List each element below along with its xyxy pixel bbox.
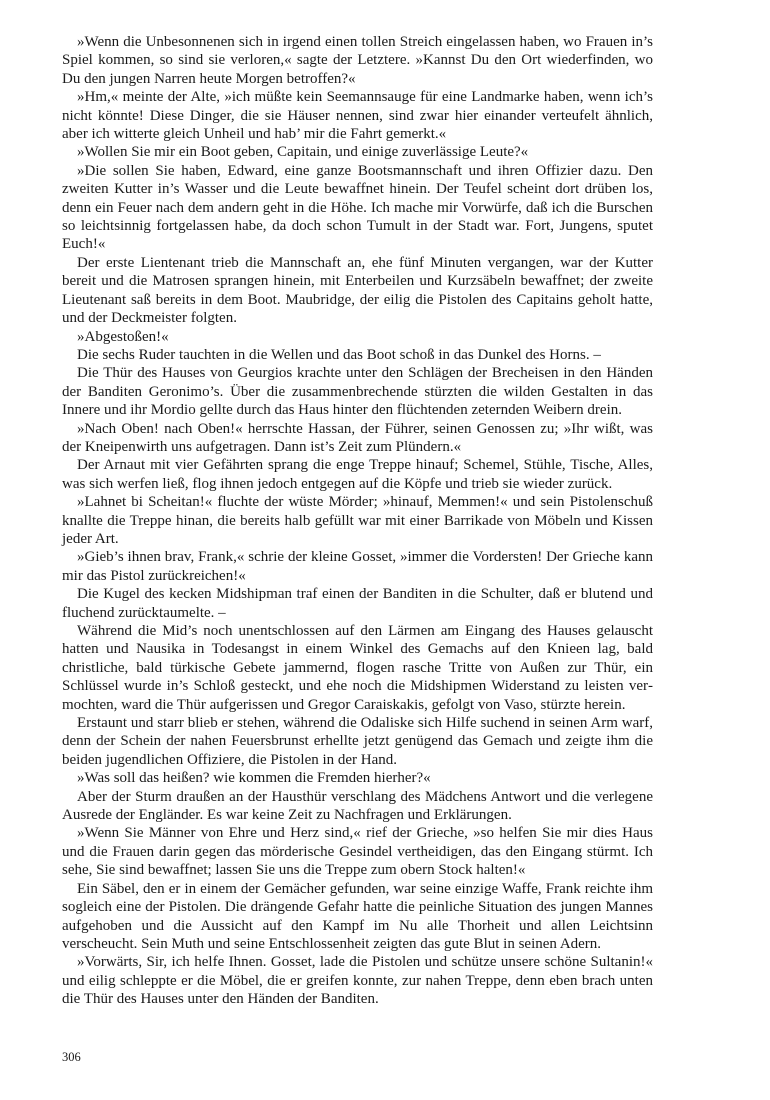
paragraph: »Wenn die Unbesonnenen sich in irgend einen tollen Streich eingelassen haben, wo Frauen in’s Spiel kommen, so sind sie verloren,« sagte der Letztere. »Kannst Du den Ort wiederfinden, wo Du den jungen Narren heute Morgen betroffen?« [62, 34, 653, 87]
paragraph: Der erste Lientenant trieb die Mannschaft an, ehe fünf Minuten vergangen, war der Kutter bereit und die Matrosen sprangen hinein, mit Enterbeilen und Kurzsäbeln bewaffnet; der zweite Lieutenant saß bereits in dem Boot. Maubridge, der eilig die Pistolen des Capitains geholt hatte, und der Deckmeister folgten. [62, 254, 653, 327]
paragraph: Der Arnaut mit vier Gefährten sprang die enge Treppe hinauf; Schemel, Stühle, Tische, Alles, was sich werfen ließ, flog ihnen jedoch entgegen auf die Köpfe und trieb sie wieder zurück. [62, 457, 653, 492]
paragraph: »Vorwärts, Sir, ich helfe Ihnen. Gosset, lade die Pistolen und schütze unsere schöne Sultanin!« und eilig schleppte er die Möbel, die er greifen konnte, zur nahen Treppe, denn eben brach unten die Thür des Hauses unter den Händen der Banditen. [62, 954, 653, 1008]
text-block [62, 33, 653, 1009]
paragraph: »Nach Oben! nach Oben!« herrschte Hassan, der Führer, seinen Genossen zu; »Ihr wißt, was der Kneipenwirth uns aufgetragen. Dann ist’s Zeit zum Plündern.« [62, 420, 653, 455]
paragraph: »Wenn Sie Männer von Ehre und Herz sind,« rief der Grieche, »so helfen Sie mir dies Haus und die Frauen darin gegen das mörderische Gesindel vertheidigen, das den Eingang stürmt. Ich sehe, Sie sind bewaffnet; lassen Sie uns die Treppe zum obern Stock halten!« [62, 825, 653, 879]
paragraph: Aber der Sturm draußen an der Hausthür verschlang des Mädchens Antwort und die verlegene Ausrede der Engländer. Es war keine Zeit zu Nachfragen und Erklärungen. [62, 788, 653, 824]
paragraph: »Hm,« meinte der Alte, »ich müßte kein Seemannsauge für eine Landmarke haben, wenn ich’s nicht könnte! Diese Dinger, die sie Häuser nennen, sind zwar hier einander verteufelt ähnlich, aber ich witterte gleich Unheil und hab’ mir die Fahrt gemerkt.« [62, 89, 653, 143]
paragraph: Die Kugel des kecken Midshipman traf einen der Banditen in die Schulter, daß er blutend und fluchend zurücktaumelte. – [62, 586, 653, 621]
paragraph: »Abgestoßen!« [77, 328, 169, 345]
paragraph: Die Thür des Hauses von Geurgios krachte unter den Schlägen der Brecheisen in den Händen der Banditen Geronimo’s. Über die zusammenbrechende stürzten die wilden Gestalten in das Innere und ihr Mordio gellte durch das Haus hinter den flüchtenden zeternden Weibern drein. [62, 365, 653, 419]
paragraph: »Gieb’s ihnen brav, Frank,« schrie der kleine Gosset, »immer die Vordersten! Der Grieche kann mir das Pistol zurückreichen!« [62, 549, 653, 584]
paragraph: Während die Mid’s noch unentschlossen auf den Lärmen am Eingang des Hauses gelauscht hatten und Nausika in Todesangst in einem Winkel des Gemachs auf den Knieen lag, bald christliche, bald türkische Gebete jammernd, flogen rasche Tritte von Außen zur Thür, ein Schlüssel wurde in’s Schloß gesteckt, und ehe noch die Midshipmen Widerstand zu leisten vermochten, ward die Thür aufgerissen und Gregor Caraiskakis, gefolgt von Vaso, stürzte herein. [62, 623, 653, 713]
paragraph: »Die sollen Sie haben, Edward, eine ganze Bootsmannschaft und ihren Offizier dazu. Den zweiten Kutter in’s Wasser und die Leute bewaffnet hinein. Der Teufel scheint dort drüben los, denn ein Feuer nach dem andern geht in die Höhe. Ich mache mir Vorwürfe, daß ich die Burschen so leichtsinnig fortgelassen habe, da doch schon Tumult in der Stadt war. Fort, Jungens, sputet Euch!« [62, 162, 653, 253]
paragraph: »Wollen Sie mir ein Boot geben, Capitain, und einige zuverlässige Leute?« [77, 144, 529, 161]
paragraph: »Was soll das heißen? wie kommen die Fremden hierher?« [77, 770, 431, 787]
paragraph: Ein Säbel, den er in einem der Gemächer gefunden, war seine einzige Waffe, Frank reichte ihm sogleich eine der Pistolen. Die drängende Gefahr hatte die peinliche Situation des jungen Mannes aufgehoben und die Aussicht auf den Kampf im Nu alle Thorheit und allen Leichtsinn verscheucht. Sein Muth und seine Entschlossenheit zeigten das gute Blut in seinen Adern. [62, 880, 653, 952]
paragraph: »Lahnet bi Scheitan!« fluchte der wüste Mörder; »hinauf, Memmen!« und sein Pistolenschuß knallte die Treppe hinan, die bereits halb gefüllt war mit einer Barrikade von Möbeln und Kissen jeder Art. [62, 494, 653, 547]
page-number: 306 [62, 1050, 81, 1064]
page-body [62, 33, 653, 1009]
paragraph: Erstaunt und starr blieb er stehen, während die Odaliske sich Hilfe suchend in seinen Arm warf, denn der Schein der nahen Feuersbrunst erhellte jetzt genügend das Gemach und zeigte ihm die beiden jugendlichen Offiziere, die Pistolen in der Hand. [62, 715, 653, 768]
paragraph: Die sechs Ruder tauchten in die Wellen und das Boot schoß in das Dunkel des Horns. – [77, 346, 601, 363]
